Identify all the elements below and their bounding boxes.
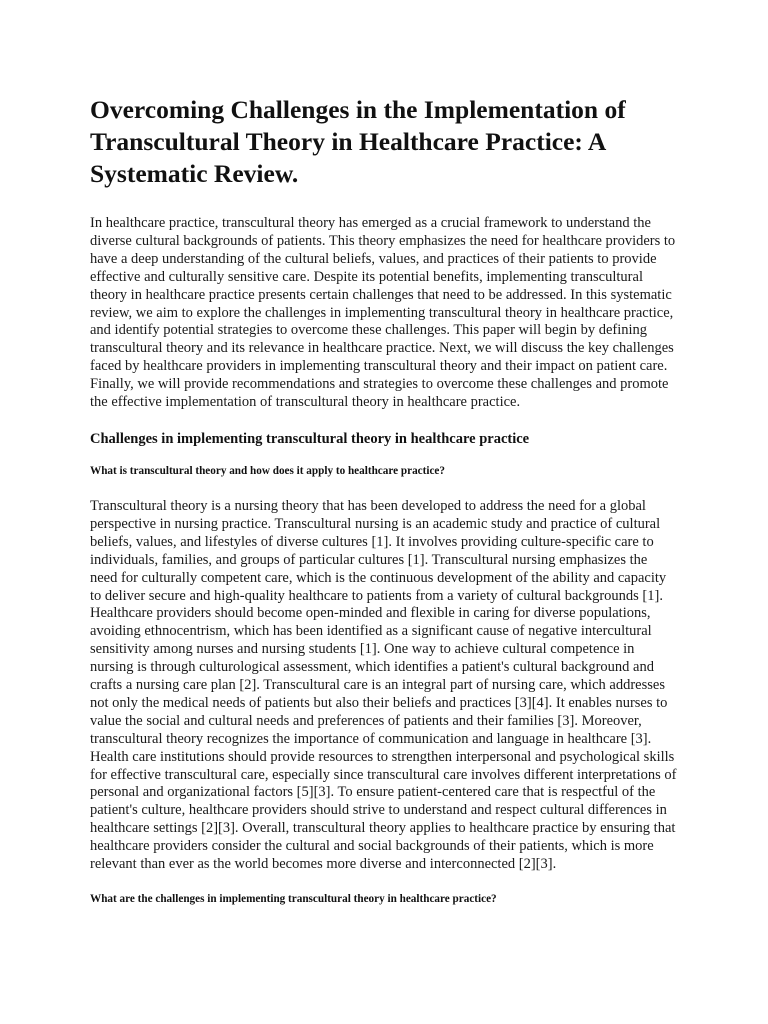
transcultural-theory-paragraph: Transcultural theory is a nursing theory that has been developed to address the need for a global perspective in nursing practice. Transcultural nursing is an academic study and practice of cultural beliefs, values, and lifestyles of diverse cultures [1]. It involves providing culture-specific care to individuals, families, and groups of particular cultures [1]. Transcultural nursing emphasizes the need for culturally competent care, which is the continuous development of the ability and capacity to deliver secure and high-quality healthcare to patients from a variety of cultural backgrounds [1]. Healthcare providers should become open-minded and flexible in caring for diverse populations, avoiding ethnocentrism, which has been identified as a significant cause of negative intercultural sensitivity among nurses and nursing students [1]. One way to achieve cultural competence in nursing is through culturological assessment, which identifies a patient's cultural background and crafts a nursing care plan [2]. Transcultural care is an integral part of nursing care, which addresses not only the medical needs of patients but also their beliefs and practices [3][4]. It enables nurses to value the social and cultural needs and preferences of patients and their families [3]. Moreover, transcultural theory recognizes the importance of communication and language in healthcare [3]. Health care institutions should provide resources to strengthen interpersonal and psychological skills for effective transcultural care, especially since transcultural care involves different interpretations of personal and organizational factors [5][3]. To ensure patient-centered care that is respectful of the patient's culture, healthcare providers should strive to understand and respect cultural differences in healthcare settings [2][3]. Overall, transcultural theory applies to healthcare practice by ensuring that healthcare providers consider the cultural and social backgrounds of their patients, which is more relevant than ever as the world becomes more diverse and interconnected [2][3]. [90, 497, 677, 873]
document-title: Overcoming Challenges in the Implementation of Transcultural Theory in Healthcare Practice: A Systematic Review. [90, 95, 626, 188]
subheading-what-is-transcultural-theory: What is transcultural theory and how does it apply to healthcare practice? [90, 464, 445, 477]
document-page [90, 94, 678, 926]
section-heading: Challenges in implementing transcultural theory in healthcare practice [90, 430, 530, 447]
subheading-challenges: What are the challenges in implementing transcultural theory in healthcare practice? [90, 893, 497, 905]
intro-paragraph: In healthcare practice, transcultural theory has emerged as a crucial framework to understand the diverse cultural backgrounds of patients. This theory emphasizes the need for healthcare providers to have a deep understanding of the cultural beliefs, values, and practices of their patients to provide effective and culturally sensitive care. Despite its potential benefits, implementing transcultural theory in healthcare practice presents certain challenges that need to be addressed. In this systematic review, we aim to explore the challenges in implementing transcultural theory in healthcare practice, and identify potential strategies to overcome these challenges. This paper will begin by defining transcultural theory and its relevance in healthcare practice. Next, we will discuss the key challenges faced by healthcare providers in implementing transcultural theory and their impact on patient care. Finally, we will provide recommendations and strategies to overcome these challenges and promote the effective implementation of transcultural theory in healthcare practice. [90, 215, 676, 411]
